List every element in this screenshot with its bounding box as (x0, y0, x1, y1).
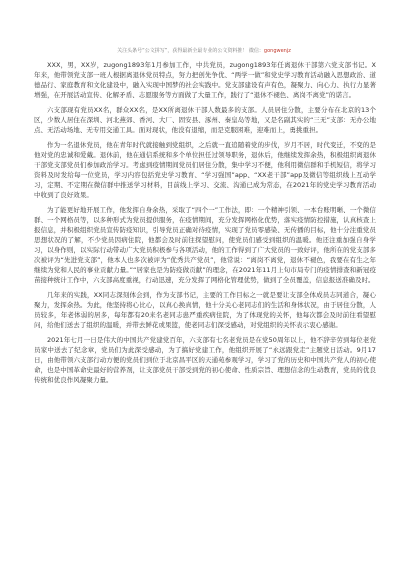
paragraph-5: 几年来的实践，XX同志深刻体会到，作为支部书记，主要的工作目标之一就是要让支部全体成员志同道合，凝心聚力，发挥余热。为此，他坚持将心比心，以真心换真情，他十分关心老同志们的生活和身体状况，由于居住分散，人员较多，年老体弱的居多，每年都有20来名老同志患严重疾病住院，为了体现党的关怀，他每次都会及时前往看望慰问，给他们送去了组织的温暖，并带去鲜花或果篮，使老同志们深受感动，对党组织的关怀表示衷心感谢。 (34, 291, 376, 329)
promo-banner (0, 48, 408, 54)
article-body (34, 60, 376, 385)
paragraph-2: 六支部现有党员XX名，群众XX名，是XX所离退休干部人数最多的支部。人员居住分散，主要分布在北京的13个区，少数人居住在深圳、河北燕郊、香河、大厂、固安县、涿州、秦皇岛等地，又是名副其实的“三无”支部：无办公地点、无活动场地、无专用交通工具。面对现状，他没有退缩，而是克服困难，迎难而上，勇挑重担。 (34, 106, 376, 134)
banner-handle: gongwenjz (263, 48, 291, 54)
paragraph-3: 作为一名退休党员，他在青年时代就接触到党组织，之后就一直追随着党的步伐，岁月不居，时代变迁，不变的是他对党的忠诚和爱戴。退休前，他在通信系统和多个单位担任过领导职务，退休后，他继续发挥余热，积极组织离退休干部党支部党员们参加政治学习。考虑到疫情期间党员们居住分散，集中学习不便，他利用微信群和手机短信，将学习资料及时发给每一位党员，学习内容包括党史学习教育、“学习强国”app、“XX老干部”app及微信等组织线上互动学习，定期、不定期在微信群中推送学习材料，目前线上学习、交流、沟通已成为常态，在2021年的党史学习教育活动中收到了良好效果。 (34, 141, 376, 199)
paragraph-1: XXX，男，XX岁，zugong1893年1月参加工作，中共党员，zugong1893年任离退休干部第六党支部书记。X年来，他带领党支部一班人根据离退休党员特点，努力把创先争优、“两学一做”和党史学习教育活动融入思想政治、道德品行、家庭教育和文化建设中，融入实现中国梦的社会实践中。党支部建设有声有色，凝聚力、向心力、执行力显著增强，在开展活动宣传、化解矛盾、志愿服务等方面做了大量工作，践行了“退休不褪色、离岗不离党”的诺言。 (34, 61, 376, 99)
paragraph-6: 2021年七月一日是伟大的中国共产党建党百年，六支部有七名老党员是在党50周年以上，他不辞辛劳到每位老党员家中送去了纪念章，党员们为此深受感动，为了搞好党建工作，他组织开展了“永远跟党走”主题党日活动。9月17日，由他带领六支部行动方便的党员们到位于北京昌平区的天通苑参观学习，学习了党的历史和中国共产党人的初心使命，也是中国革命史最好的营养剂，让支部党员干部受到党的初心使命、性质宗旨、理想信念的生动教育，党员的优良传统和优良作风凝聚力量。 (34, 336, 376, 384)
banner-text: 关注头条号“公文拼写”，获得最新全最专业的公文资料推！ 微信： (117, 48, 264, 54)
paragraph-4: 为了能更好地开展工作，他发挥自身余热，采取了“四个一”工作法，即：一个精神引领、一本台账明晰、一个微信群、一个网格员等，以多种形式为党员提供服务，在疫情期间，充分发挥网格化优势，落实疫情防控措施，认真核查上报信息，并积极组织党员宣传防疫知识，引导党员正确对待疫情，实现了党员零感染、无传播的目标，他十分注重党员思想状况的了解，不少党员因病住院，他都会及时前往探望慰问，使党员们感受到组织的温暖。他还注重加强自身学习，以身作则，以实际行动带动广大党员积极参与各项活动，他的工作得到了广大党员的一致好评，他所在的党支部多次被评为“先进党支部”，他本人也多次被评为“优秀共产党员”，他常说：“离岗不离党，退休不褪色，我要在有生之年继续为党和人民的事业贡献力量。”“居家也是为防疫做贡献”的理念，在2021年11月上旬市局专门的疫情排查和新冠疫苗接种统计工作中，六支部高度重视，行动迅速，充分发挥了网格化管理优势，做到了全员覆盖，信息报送准确及时。 (34, 206, 376, 284)
